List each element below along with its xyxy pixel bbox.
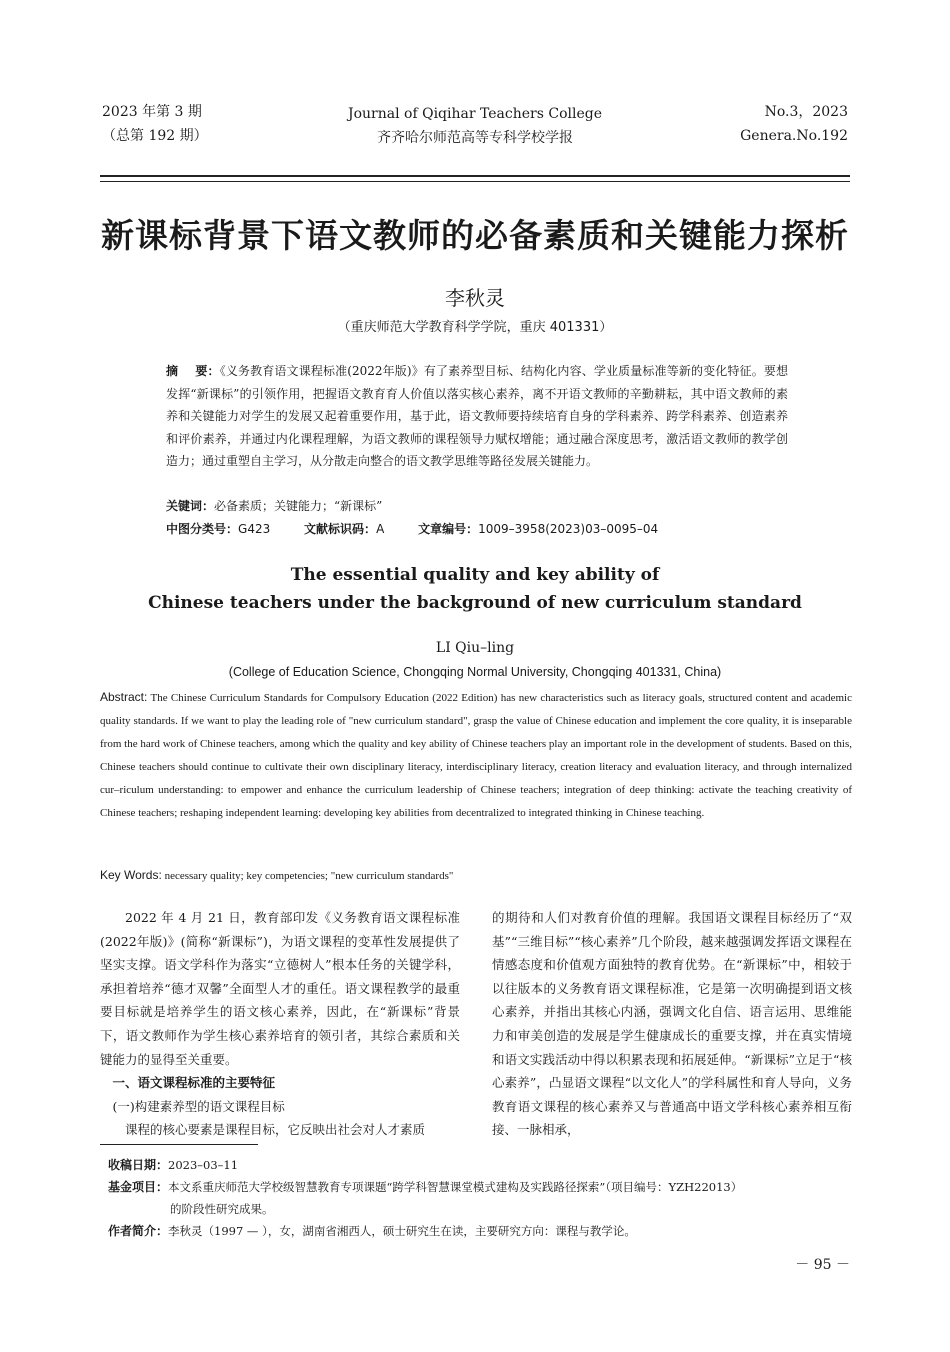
keywords-text-en: necessary quality; key competencies; "new curriculum standards" <box>161 870 454 882</box>
affiliation-cn: （重庆师范大学教育科学学院，重庆 401331） <box>337 320 613 335</box>
fund-text: 本文系重庆师范大学校级智慧教育专项课题“跨学科智慧课堂模式建构及实践路径探索”（项目编号：YZH22013） <box>168 1180 743 1194</box>
fund-text-continued: 的阶段性研究成果。 <box>170 1202 274 1216</box>
keywords-label-en: Key Words: <box>100 868 162 882</box>
clc-label: 中图分类号： <box>166 522 239 536</box>
keywords-text-cn: 必备素质；关键能力；“新课标” <box>214 499 383 513</box>
author-en: LI Qiu–ling <box>435 640 515 656</box>
footnote-fund <box>108 1176 848 1220</box>
fund-label: 基金项目： <box>108 1180 169 1194</box>
total-issue-cn: （总第 192 期） <box>102 128 208 144</box>
subsection-heading: (一)构建素养型的语文课程目标 <box>112 1098 285 1114</box>
footnote-rule <box>100 1144 258 1145</box>
bio-label: 作者简介： <box>108 1224 169 1238</box>
page-number: － 95 － <box>795 1257 850 1273</box>
article-title-cn: 新课标背景下语文教师的必备素质和关键能力探析 <box>101 216 849 255</box>
abstract-cn <box>166 360 788 473</box>
classification-line <box>166 518 688 540</box>
issue-info-cn <box>102 100 208 148</box>
doc-code-value: A <box>376 522 385 536</box>
author-cn: 李秋灵 <box>445 286 505 310</box>
footnote-received <box>108 1154 848 1176</box>
received-date: 2023–03–11 <box>168 1158 239 1172</box>
footnote-author-bio <box>108 1220 848 1242</box>
doc-code-field <box>304 522 384 536</box>
keywords-label-cn: 关键词： <box>166 499 215 513</box>
abstract-text-en: The Chinese Curriculum Standards for Compulsory Education (2022 Edition) has new characteristics such as literacy goals, structured content and academic quality standards. If we want to play the leading role of "new curriculum standard", grasp the value of Chinese education and implement the core quality, it is inseparable from the hard work of Chinese teachers, among which the quality and key ability of Chinese teachers play an important role in the development of students. Based on this, Chinese teachers should continue to cultivate their own disciplinary literacy, interdisciplinary literacy, creation literacy and evaluation literacy, and through internalized cur–riculum understanding: to empower and enhance the curriculum leadership of Chinese teachers; integration of deep thinking: activate the teaching creativity of Chinese teachers; reshaping independent learning: developing key abilities from decentralized to integrated thinking in Chinese teaching. <box>100 692 852 819</box>
doc-code-label: 文献标识码： <box>304 522 377 536</box>
body-column-left <box>100 906 460 1142</box>
body-paragraph: 的期待和人们对教育价值的理解。我国语文课程目标经历了“双基”“三维目标”“核心素养”几个阶段，越来越强调发挥语文课程在情感态度和价值观方面独特的教育优势。在“新课标”中，相较于以往版本的义务教育语文课程标准，它是第一次明确提到语文核心素养，并指出其核心内涵，强调文化自信、语言运用、思维能力和审美创造的发展是学生健康成长的重要支撑，并在真实情境和语文实践活动中得以积累表现和拓展延伸。“新课标”立足于“核心素养”，凸显语文课程“以文化人”的学科属性和育人导向，义务教育语文课程的核心素养又与普通高中语文学科核心素养相互衔接、一脉相承， <box>492 910 852 1138</box>
title-en-line1: The essential quality and key ability of <box>290 565 660 585</box>
keywords-en <box>100 864 453 887</box>
issue-number-en: No.3，2023 <box>764 104 848 120</box>
section-heading: 一、语文课程标准的主要特征 <box>112 1075 276 1091</box>
keywords-cn <box>166 495 382 517</box>
bio-text: 李秋灵（1997 — ），女，湖南省湘西人，硕士研究生在读，主要研究方向：课程与教学论。 <box>168 1224 636 1238</box>
abstract-en <box>100 686 852 825</box>
clc-value: G423 <box>238 522 271 536</box>
body-paragraph: 2022 年 4 月 21 日，教育部印发《义务教育语文课程标准(2022年版)》(简称“新课标”)，为语文课程的变革性发展提供了坚实支撑。语文学科作为落实“立德树人”根本任务的关键学科，承担着培养“德才双馨”全面型人才的重任。语文课程教学的最重要目标就是培养学生的语文核心素养，因此，在“新课标”背景下，语文教师作为学生核心素养培育的领引者，其综合素质和关键能力的显得至关重要。 <box>100 910 460 1067</box>
issue-number-cn: 2023 年第 3 期 <box>102 104 202 120</box>
article-no-value: 1009–3958(2023)03–0095–04 <box>478 522 659 536</box>
journal-name <box>250 102 700 150</box>
article-no-field <box>418 522 658 536</box>
abstract-label-en: Abstract: <box>100 690 148 704</box>
affiliation-en: (College of Education Science, Chongqing Normal University, Chongqing 401331, China) <box>228 665 722 679</box>
abstract-text-cn: 《义务教育语文课程标准(2022年版)》有了素养型目标、结构化内容、学业质量标准等新的变化特征。要想发挥“新课标”的引领作用，把握语文教育育人价值以落实核心素养，离不开语文教师的辛勤耕耘，其中语文教师的素养和关键能力对学生的发展又起着重要作用，基于此，语文教师要持续培育自身的学科素养、跨学科素养、创造素养和评价素养，并通过内化课程理解，为语文教师的课程领导力赋权增能；通过融合深度思考，激活语文教师的教学创造力；通过重塑自主学习，从分散走向整合的语文教学思维等路径发展关键能力。 <box>166 364 788 468</box>
clc-field <box>166 522 270 536</box>
issue-info-en <box>690 100 848 148</box>
header-rule-thick <box>100 175 850 177</box>
article-title-en <box>60 561 890 617</box>
header-rule-thin <box>100 181 850 182</box>
body-paragraph: 课程的核心要素是课程目标，它反映出社会对人才素质 <box>125 1122 426 1138</box>
total-issue-en: Genera.No.192 <box>740 128 848 144</box>
abstract-label-cn: 摘 要： <box>166 364 220 378</box>
journal-name-cn: 齐齐哈尔师范高等专科学校学报 <box>377 130 573 146</box>
article-no-label: 文章编号： <box>418 522 479 536</box>
received-label: 收稿日期： <box>108 1158 169 1172</box>
title-en-line2: Chinese teachers under the background of new curriculum standard <box>148 593 802 613</box>
body-column-right <box>492 906 852 1142</box>
journal-name-en: Journal of Qiqihar Teachers College <box>348 106 602 122</box>
